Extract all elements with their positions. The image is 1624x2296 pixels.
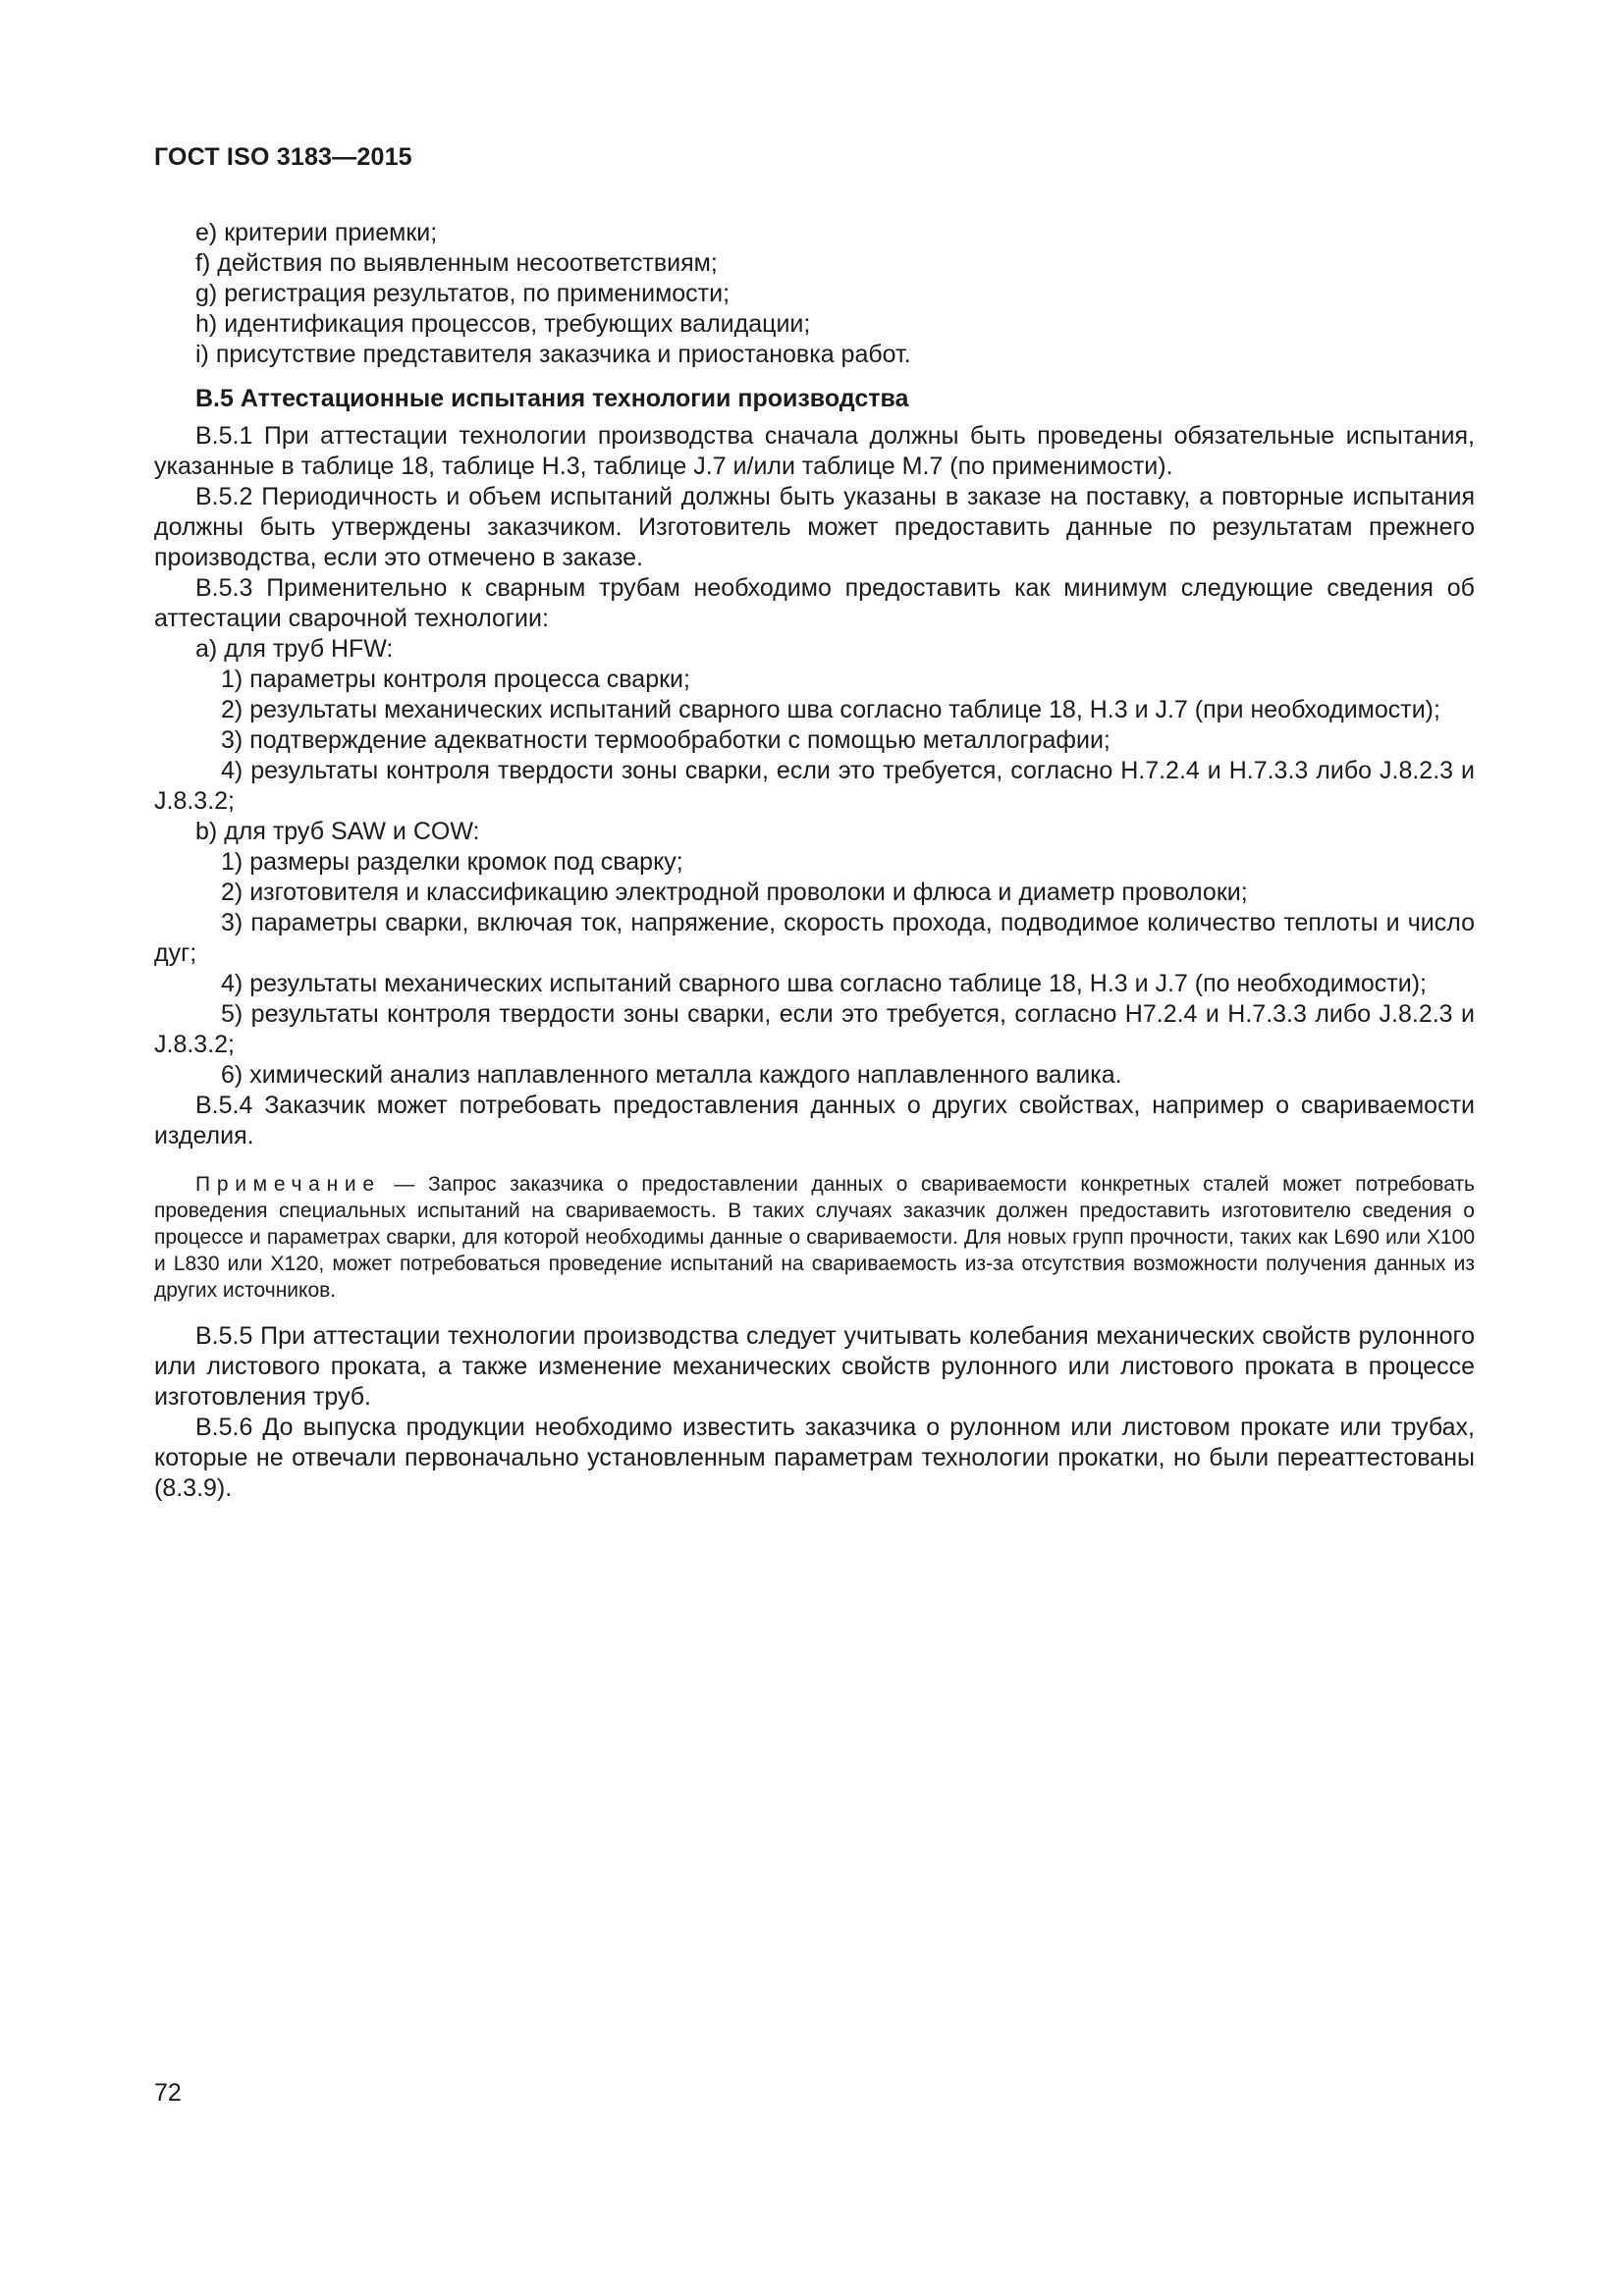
clause-number: В.5.5 [195, 1322, 253, 1350]
list-item-marker: i) [195, 341, 209, 368]
list-item-text: регистрация результатов, по применимости; [224, 280, 731, 307]
clause-b51 [154, 421, 1475, 482]
sublist-item [154, 847, 1475, 878]
list-item [154, 309, 1475, 340]
sublist-item-marker: 3) [221, 726, 244, 754]
sublist-item-marker: 3) [221, 909, 244, 936]
list-item-text: идентификация процессов, требующих валидации; [224, 310, 811, 338]
list-item [154, 279, 1475, 309]
sublist-item-text: результаты механических испытаний сварного шва согласно таблице 18, Н.3 и J.7 (по необходимости); [249, 970, 1427, 997]
standard-designation: ГОСТ ISO 3183—2015 [154, 143, 412, 171]
sublist-item [154, 1060, 1475, 1091]
list-item-text: для труб HFW: [224, 635, 394, 663]
clause-b54 [154, 1091, 1475, 1151]
list-item-marker: h) [195, 310, 218, 338]
section-heading-number: В.5 [195, 385, 234, 412]
list-item-saw [154, 817, 1475, 847]
sublist-item-marker: 1) [221, 666, 244, 693]
clause-text: Заказчик может потребовать предоставления данных о других свойствах, например о свариваемости изделия. [154, 1092, 1475, 1149]
list-item-marker: b) [195, 818, 218, 845]
sublist-item-marker: 2) [221, 696, 244, 723]
list-item-marker: f) [195, 249, 211, 277]
sublist-item-marker: 1) [221, 848, 244, 876]
clause-text: До выпуска продукции необходимо известить заказчика о рулонном или листовом прокате или трубах, которые не отвечали первоначально установленным параметрам технологии прокатки, но были переаттестованы (8.3.9). [154, 1414, 1475, 1502]
sublist-item-text: параметры контроля процесса сварки; [249, 666, 690, 693]
clause-text: При аттестации технологии производства следует учитывать колебания механических свойств рулонного или листового проката, а также изменение механических свойств рулонного или листового проката в процессе изготовления труб. [154, 1322, 1476, 1411]
clause-number: В.5.4 [195, 1092, 253, 1119]
sublist-item-text: результаты контроля твердости зоны сварки, если это требуется, согласно Н7.2.4 и Н.7.3.3 либо J.8.2.3 и J.8.3.2; [154, 1000, 1475, 1058]
page-number: 72 [154, 2079, 182, 2107]
clause-number: В.5.3 [195, 574, 253, 602]
document-content [154, 218, 1475, 1504]
sublist-item [154, 969, 1475, 999]
sublist-item [154, 908, 1475, 969]
note-text: Запрос заказчика о предоставлении данных о свариваемости конкретных сталей может потребовать проведения специальных испытаний на свариваемость. В таких случаях заказчик должен предоставить изготовителю сведения о процессе и параметрах сварки, для которой необходимы данные о свариваемости. Для новых групп прочности, таких как L690 или Х100 и L830 или Х120, может потребоваться проведение испытаний на свариваемость из-за отсутствия возможности получения данных из других источников. [154, 1173, 1475, 1302]
sublist-item-text: результаты механических испытаний сварного шва согласно таблице 18, Н.3 и J.7 (при необходимости); [249, 696, 1440, 723]
sublist-item [154, 756, 1475, 817]
sublist-item-text: химический анализ наплавленного металла каждого наплавленного валика. [249, 1061, 1122, 1089]
list-item-marker: g) [195, 280, 218, 307]
clause-number: В.5.2 [195, 483, 253, 510]
document-header [154, 143, 412, 172]
clause-b56 [154, 1413, 1475, 1504]
clause-text: При аттестации технологии производства сначала должны быть проведены обязательные испытания, указанные в таблице 18, таблице Н.3, таблице J.7 и/или таблице М.7 (по применимости). [154, 422, 1475, 480]
sublist-item-marker: 5) [221, 1000, 244, 1028]
sublist-item [154, 878, 1475, 908]
list-item-text: критерии приемки; [224, 219, 438, 246]
section-heading [154, 384, 1475, 414]
sublist-item-text: подтверждение адекватности термообработки с помощью металлографии; [249, 726, 1110, 754]
list-item-marker: e) [195, 219, 218, 246]
page-footer [154, 2079, 182, 2108]
list-item [154, 218, 1475, 248]
clause-b52 [154, 482, 1475, 573]
list-item [154, 340, 1475, 370]
list-item [154, 248, 1475, 279]
clause-text: Периодичность и объем испытаний должны быть указаны в заказе на поставку, а повторные испытания должны быть утверждены заказчиком. Изготовитель может предоставить данные по результатам прежнего производства, если это отмечено в заказе. [154, 483, 1475, 571]
list-item-hfw [154, 634, 1475, 665]
sublist-item [154, 695, 1475, 725]
note [154, 1171, 1475, 1304]
sublist-item-marker: 4) [221, 970, 244, 997]
clause-b53 [154, 573, 1475, 634]
clause-b55 [154, 1321, 1475, 1413]
sublist-item [154, 725, 1475, 756]
clause-number: В.5.6 [195, 1414, 253, 1441]
list-item-text: для труб SAW и COW: [224, 818, 480, 845]
note-label: Примечание [195, 1173, 381, 1196]
sublist-item-text: изготовителя и классификацию электродной проволоки и флюса и диаметр проволоки; [249, 879, 1248, 906]
clause-number: В.5.1 [195, 422, 253, 450]
sublist-item-marker: 6) [221, 1061, 244, 1089]
note-dash: — [394, 1173, 415, 1196]
list-item-marker: a) [195, 635, 218, 663]
sublist-item [154, 665, 1475, 695]
sublist-item-text: параметры сварки, включая ток, напряжение, скорость прохода, подводимое количество теплоты и число дуг; [154, 909, 1475, 967]
list-item-text: действия по выявленным несоответствиям; [217, 249, 718, 277]
list-item-text: присутствие представителя заказчика и приостановка работ. [215, 341, 911, 368]
sublist-item-marker: 2) [221, 879, 244, 906]
clause-text: Применительно к сварным трубам необходимо предоставить как минимум следующие сведения об аттестации сварочной технологии: [154, 574, 1475, 632]
sublist-item-text: размеры разделки кромок под сварку; [249, 848, 683, 876]
sublist-item-text: результаты контроля твердости зоны сварки, если это требуется, согласно Н.7.2.4 и Н.7.3.3 либо J.8.2.3 и J.8.3.2; [154, 757, 1476, 815]
sublist-item-marker: 4) [221, 757, 244, 784]
section-heading-title: Аттестационные испытания технологии производства [240, 385, 909, 412]
sublist-item [154, 999, 1475, 1060]
